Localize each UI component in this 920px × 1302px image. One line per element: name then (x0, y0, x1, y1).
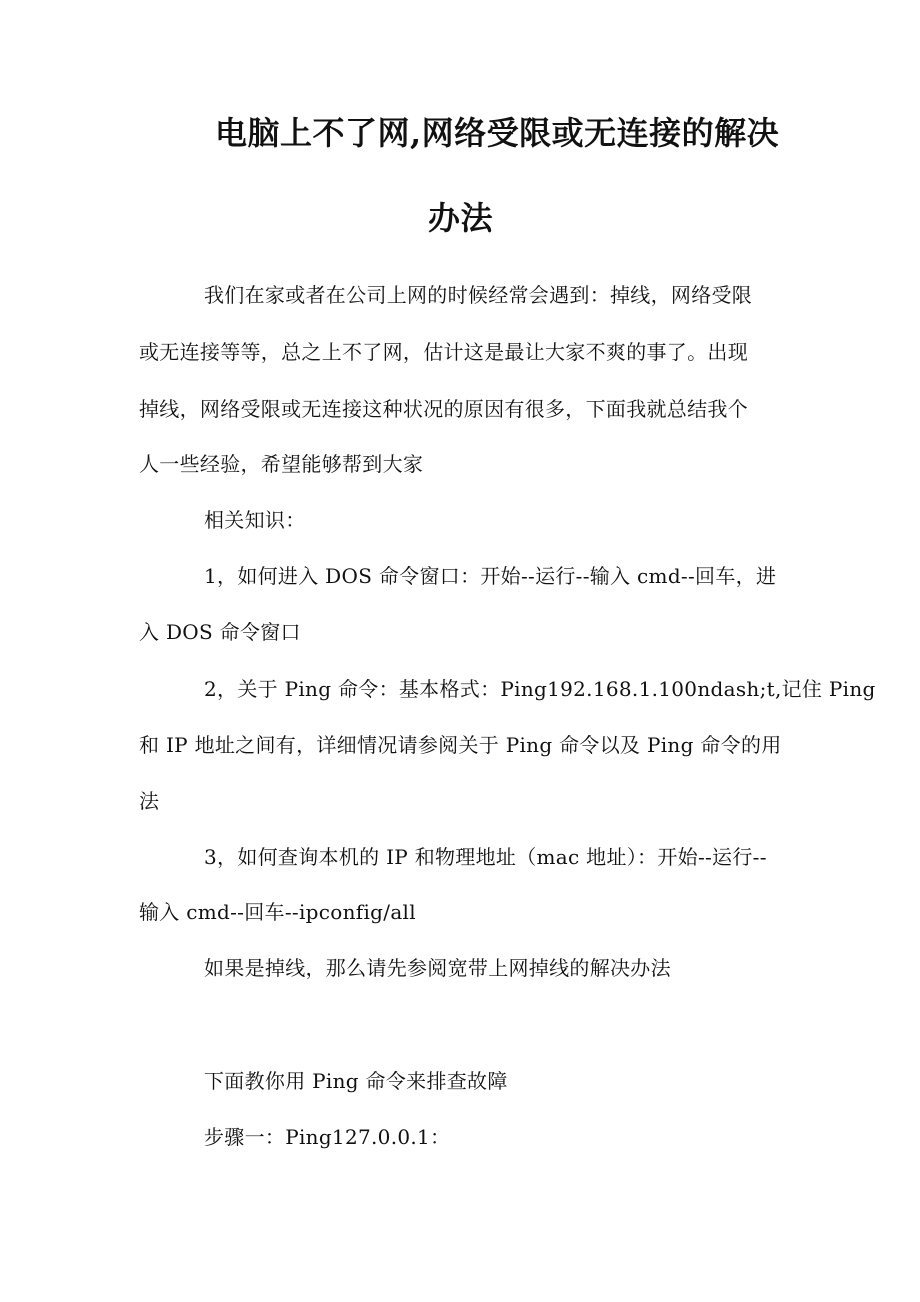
paragraph-line: 法 (139, 789, 160, 813)
paragraph-line: 步骤一：Ping127.0.0.1： (204, 1125, 451, 1149)
paragraph-line: 或无连接等等，总之上不了网，估计这是最让大家不爽的事了。出现 (139, 340, 748, 364)
title-line-1: 电脑上不了网,网络受限或无连接的解决 (215, 114, 780, 152)
paragraph-line: 相关知识： (204, 508, 306, 532)
paragraph-line: 掉线，网络受限或无连接这种状况的原因有很多，下面我就总结我个 (139, 397, 748, 421)
paragraph-line: 1，如何进入 DOS 命令窗口：开始--运行--输入 cmd--回车，进 (204, 564, 777, 588)
paragraph-line: 人一些经验，希望能够帮到大家 (139, 452, 424, 476)
paragraph-line: 入 DOS 命令窗口 (139, 620, 301, 644)
paragraph-line: 和 IP 地址之间有，详细情况请参阅关于 Ping 命令以及 Ping 命令的用 (139, 733, 782, 757)
paragraph-line: 2，关于 Ping 命令：基本格式：Ping192.168.1.100ndash;t,记住 Ping (204, 677, 876, 701)
paragraph-line: 如果是掉线，那么请先参阅宽带上网掉线的解决办法 (204, 956, 671, 980)
paragraph-line: 输入 cmd--回车--ipconfig/all (139, 900, 416, 924)
paragraph-line: 下面教你用 Ping 命令来排查故障 (204, 1069, 508, 1093)
paragraph-line: 3，如何查询本机的 IP 和物理地址（mac 地址）：开始--运行-- (204, 845, 767, 869)
paragraph-line: 我们在家或者在公司上网的时候经常会遇到：掉线，网络受限 (204, 283, 753, 307)
title-line-2: 办法 (428, 199, 494, 237)
